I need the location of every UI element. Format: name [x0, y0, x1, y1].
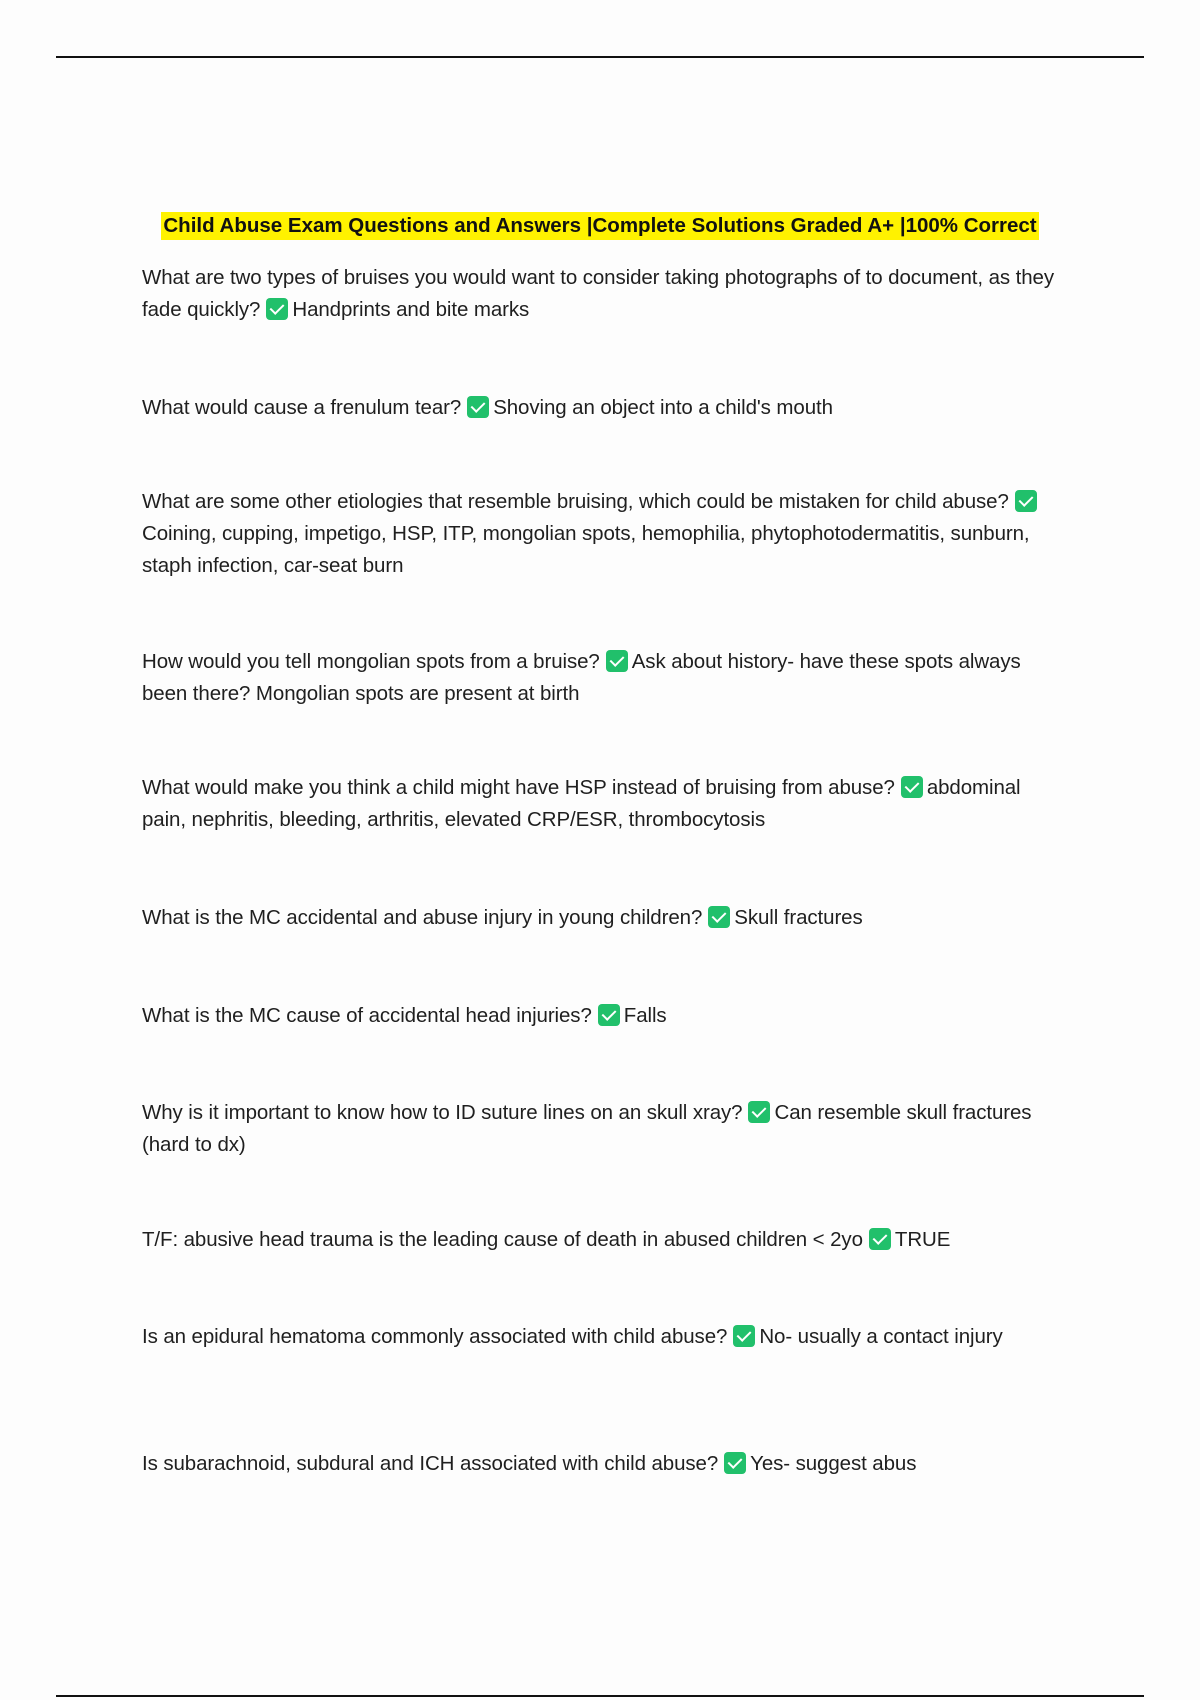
qa-item — [142, 486, 1062, 582]
qa-item — [142, 262, 1062, 326]
answer-text: TRUE — [894, 1228, 951, 1251]
answer-text: abdominal pain, nephritis, bleeding, arthritis, elevated CRP/ESR, thrombocytosis — [142, 776, 1021, 831]
question-text: What would make you think a child might have HSP instead of bruising from abuse? — [142, 776, 895, 799]
check-mark-icon — [901, 776, 923, 798]
check-mark-icon — [733, 1325, 755, 1347]
qa-item — [142, 1097, 1062, 1161]
question-text: What is the MC accidental and abuse injury in young children? — [142, 906, 703, 929]
question-text: Is an epidural hematoma commonly associated with child abuse? — [142, 1325, 728, 1348]
answer-text: Coining, cupping, impetigo, HSP, ITP, mongolian spots, hemophilia, phytophotodermatitis, sunburn, staph infection, car-seat burn — [142, 522, 1030, 577]
document-title: Child Abuse Exam Questions and Answers |Complete Solutions Graded A+ |100% Correct — [161, 212, 1038, 240]
check-mark-icon — [266, 298, 288, 320]
check-mark-icon — [724, 1452, 746, 1474]
check-mark-icon — [869, 1228, 891, 1250]
answer-text: Shoving an object into a child's mouth — [493, 396, 833, 419]
answer-text: Ask about history- have these spots always been there? Mongolian spots are present at birth — [142, 650, 1021, 705]
check-mark-icon — [748, 1101, 770, 1123]
answer-text: Yes- suggest abus — [750, 1452, 917, 1475]
answer-text: Handprints and bite marks — [292, 298, 530, 321]
question-text: Why is it important to know how to ID suture lines on an skull xray? — [142, 1101, 743, 1124]
question-text: How would you tell mongolian spots from a bruise? — [142, 650, 600, 673]
qa-item — [142, 1321, 1062, 1353]
qa-item — [142, 772, 1062, 836]
check-mark-icon — [598, 1004, 620, 1026]
answer-text: Falls — [623, 1004, 667, 1027]
question-text: What would cause a frenulum tear? — [142, 396, 462, 419]
title-block — [0, 212, 1200, 240]
question-text: What are some other etiologies that resemble bruising, which could be mistaken for child abuse? — [142, 490, 1009, 513]
answer-text: Skull fractures — [734, 906, 863, 929]
qa-item — [142, 902, 1062, 934]
check-mark-icon — [467, 396, 489, 418]
qa-item — [142, 1224, 1062, 1256]
question-text: What are two types of bruises you would want to consider taking photographs of to document, as they fade quickly? — [142, 266, 1054, 321]
footer-rule — [56, 1695, 1144, 1697]
question-text: What is the MC cause of accidental head injuries? — [142, 1004, 592, 1027]
check-mark-icon — [606, 650, 628, 672]
answer-text: Can resemble skull fractures (hard to dx) — [142, 1101, 1032, 1156]
answer-text: No- usually a contact injury — [759, 1325, 1003, 1348]
qa-item — [142, 392, 1062, 424]
qa-item — [142, 1000, 1062, 1032]
header-rule — [56, 56, 1144, 58]
check-mark-icon — [708, 906, 730, 928]
qa-item — [142, 1448, 1062, 1480]
question-text: T/F: abusive head trauma is the leading cause of death in abused children < 2yo — [142, 1228, 863, 1251]
question-text: Is subarachnoid, subdural and ICH associated with child abuse? — [142, 1452, 719, 1475]
qa-item — [142, 646, 1062, 710]
check-mark-icon — [1015, 490, 1037, 512]
